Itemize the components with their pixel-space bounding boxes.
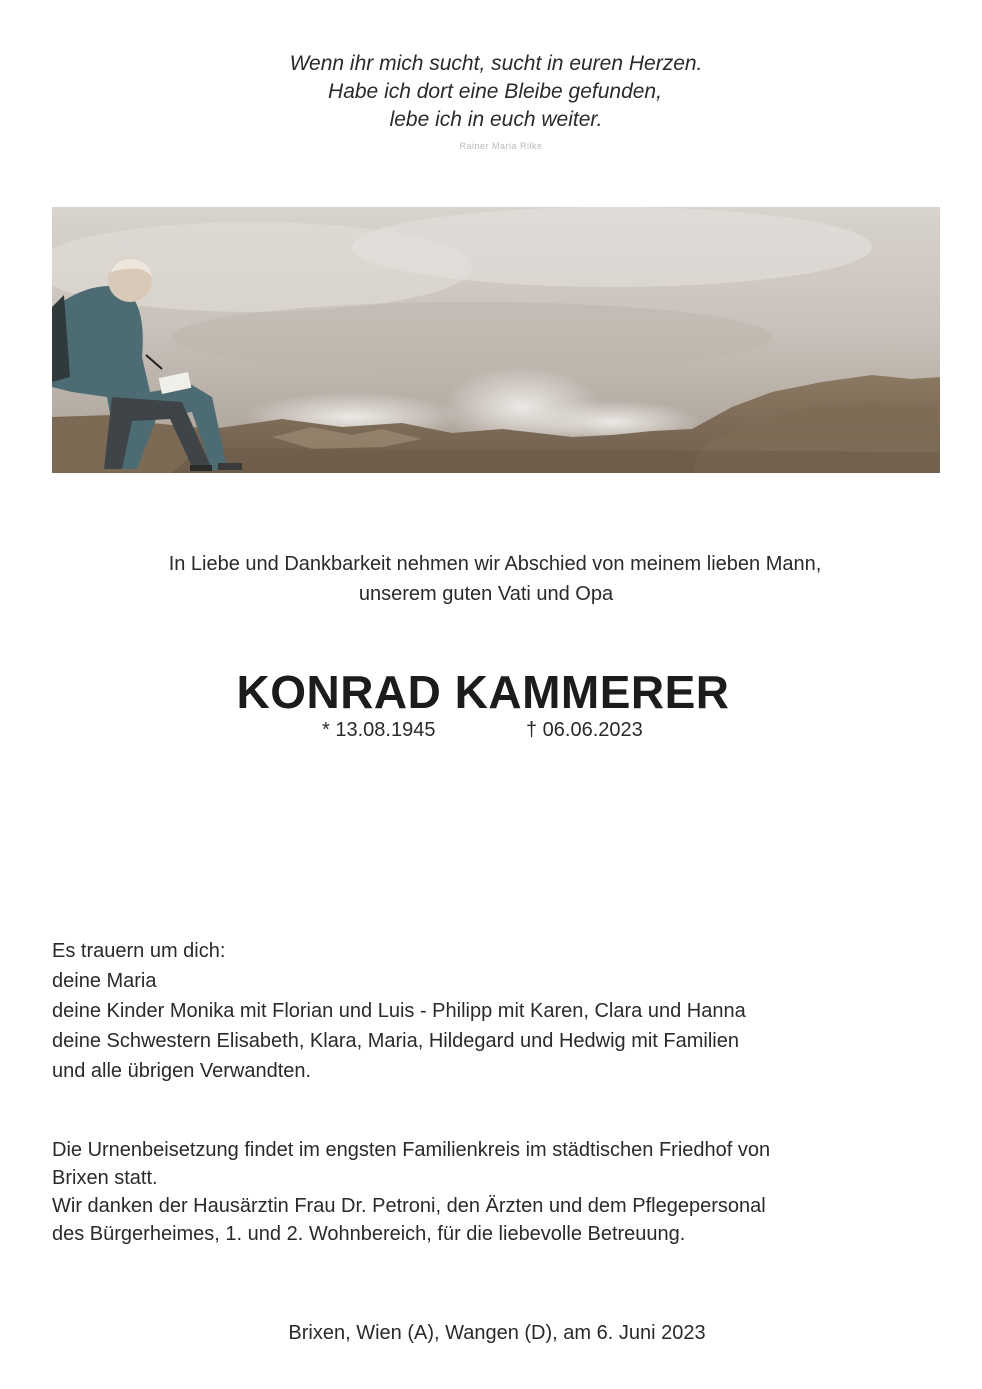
mourner-line: und alle übrigen Verwandten. — [52, 1060, 312, 1082]
quote-line-1: Wenn ihr mich sucht, sucht in euren Herzen. — [289, 52, 703, 75]
mourner-line: deine Kinder Monika mit Florian und Luis - Philipp mit Karen, Clara und Hanna — [52, 1000, 746, 1022]
quote-author: Rainer Maria Rilke — [459, 141, 543, 151]
mourner-line: deine Schwestern Elisabeth, Klara, Maria, Hildegard und Hedwig mit Familien — [52, 1030, 739, 1052]
deceased-name: KONRAD KAMMERER — [236, 666, 730, 718]
mourners-list — [52, 936, 952, 1086]
birth-date: * 13.08.1945 — [322, 719, 436, 741]
intro-line-2: unserem guten Vati und Opa — [358, 583, 614, 605]
mourner-line: deine Maria — [52, 970, 157, 992]
mourners-heading: Es trauern um dich: — [52, 940, 226, 962]
intro-line-1: In Liebe und Dankbarkeit nehmen wir Abschied von meinem lieben Mann, — [168, 553, 822, 575]
info-line: Brixen statt. — [52, 1167, 158, 1189]
mountain-photo-icon — [52, 207, 940, 473]
death-date: † 06.06.2023 — [526, 719, 643, 741]
info-line: Die Urnenbeisetzung findet im engsten Familienkreis im städtischen Friedhof von — [52, 1139, 771, 1161]
quote-line-3: lebe ich in euch weiter. — [389, 108, 603, 131]
farewell-intro — [0, 549, 982, 609]
epitaph-quote — [0, 50, 982, 134]
info-line: Wir danken der Hausärztin Frau Dr. Petroni, den Ärzten und dem Pflegepersonal — [52, 1195, 766, 1217]
info-line: des Bürgerheimes, 1. und 2. Wohnbereich, für die liebevolle Betreuung. — [52, 1223, 686, 1245]
place-and-date: Brixen, Wien (A), Wangen (D), am 6. Juni 2023 — [288, 1322, 706, 1344]
funeral-info — [52, 1136, 952, 1248]
quote-line-2: Habe ich dort eine Bleibe gefunden, — [328, 80, 662, 103]
memorial-photo — [52, 207, 940, 473]
